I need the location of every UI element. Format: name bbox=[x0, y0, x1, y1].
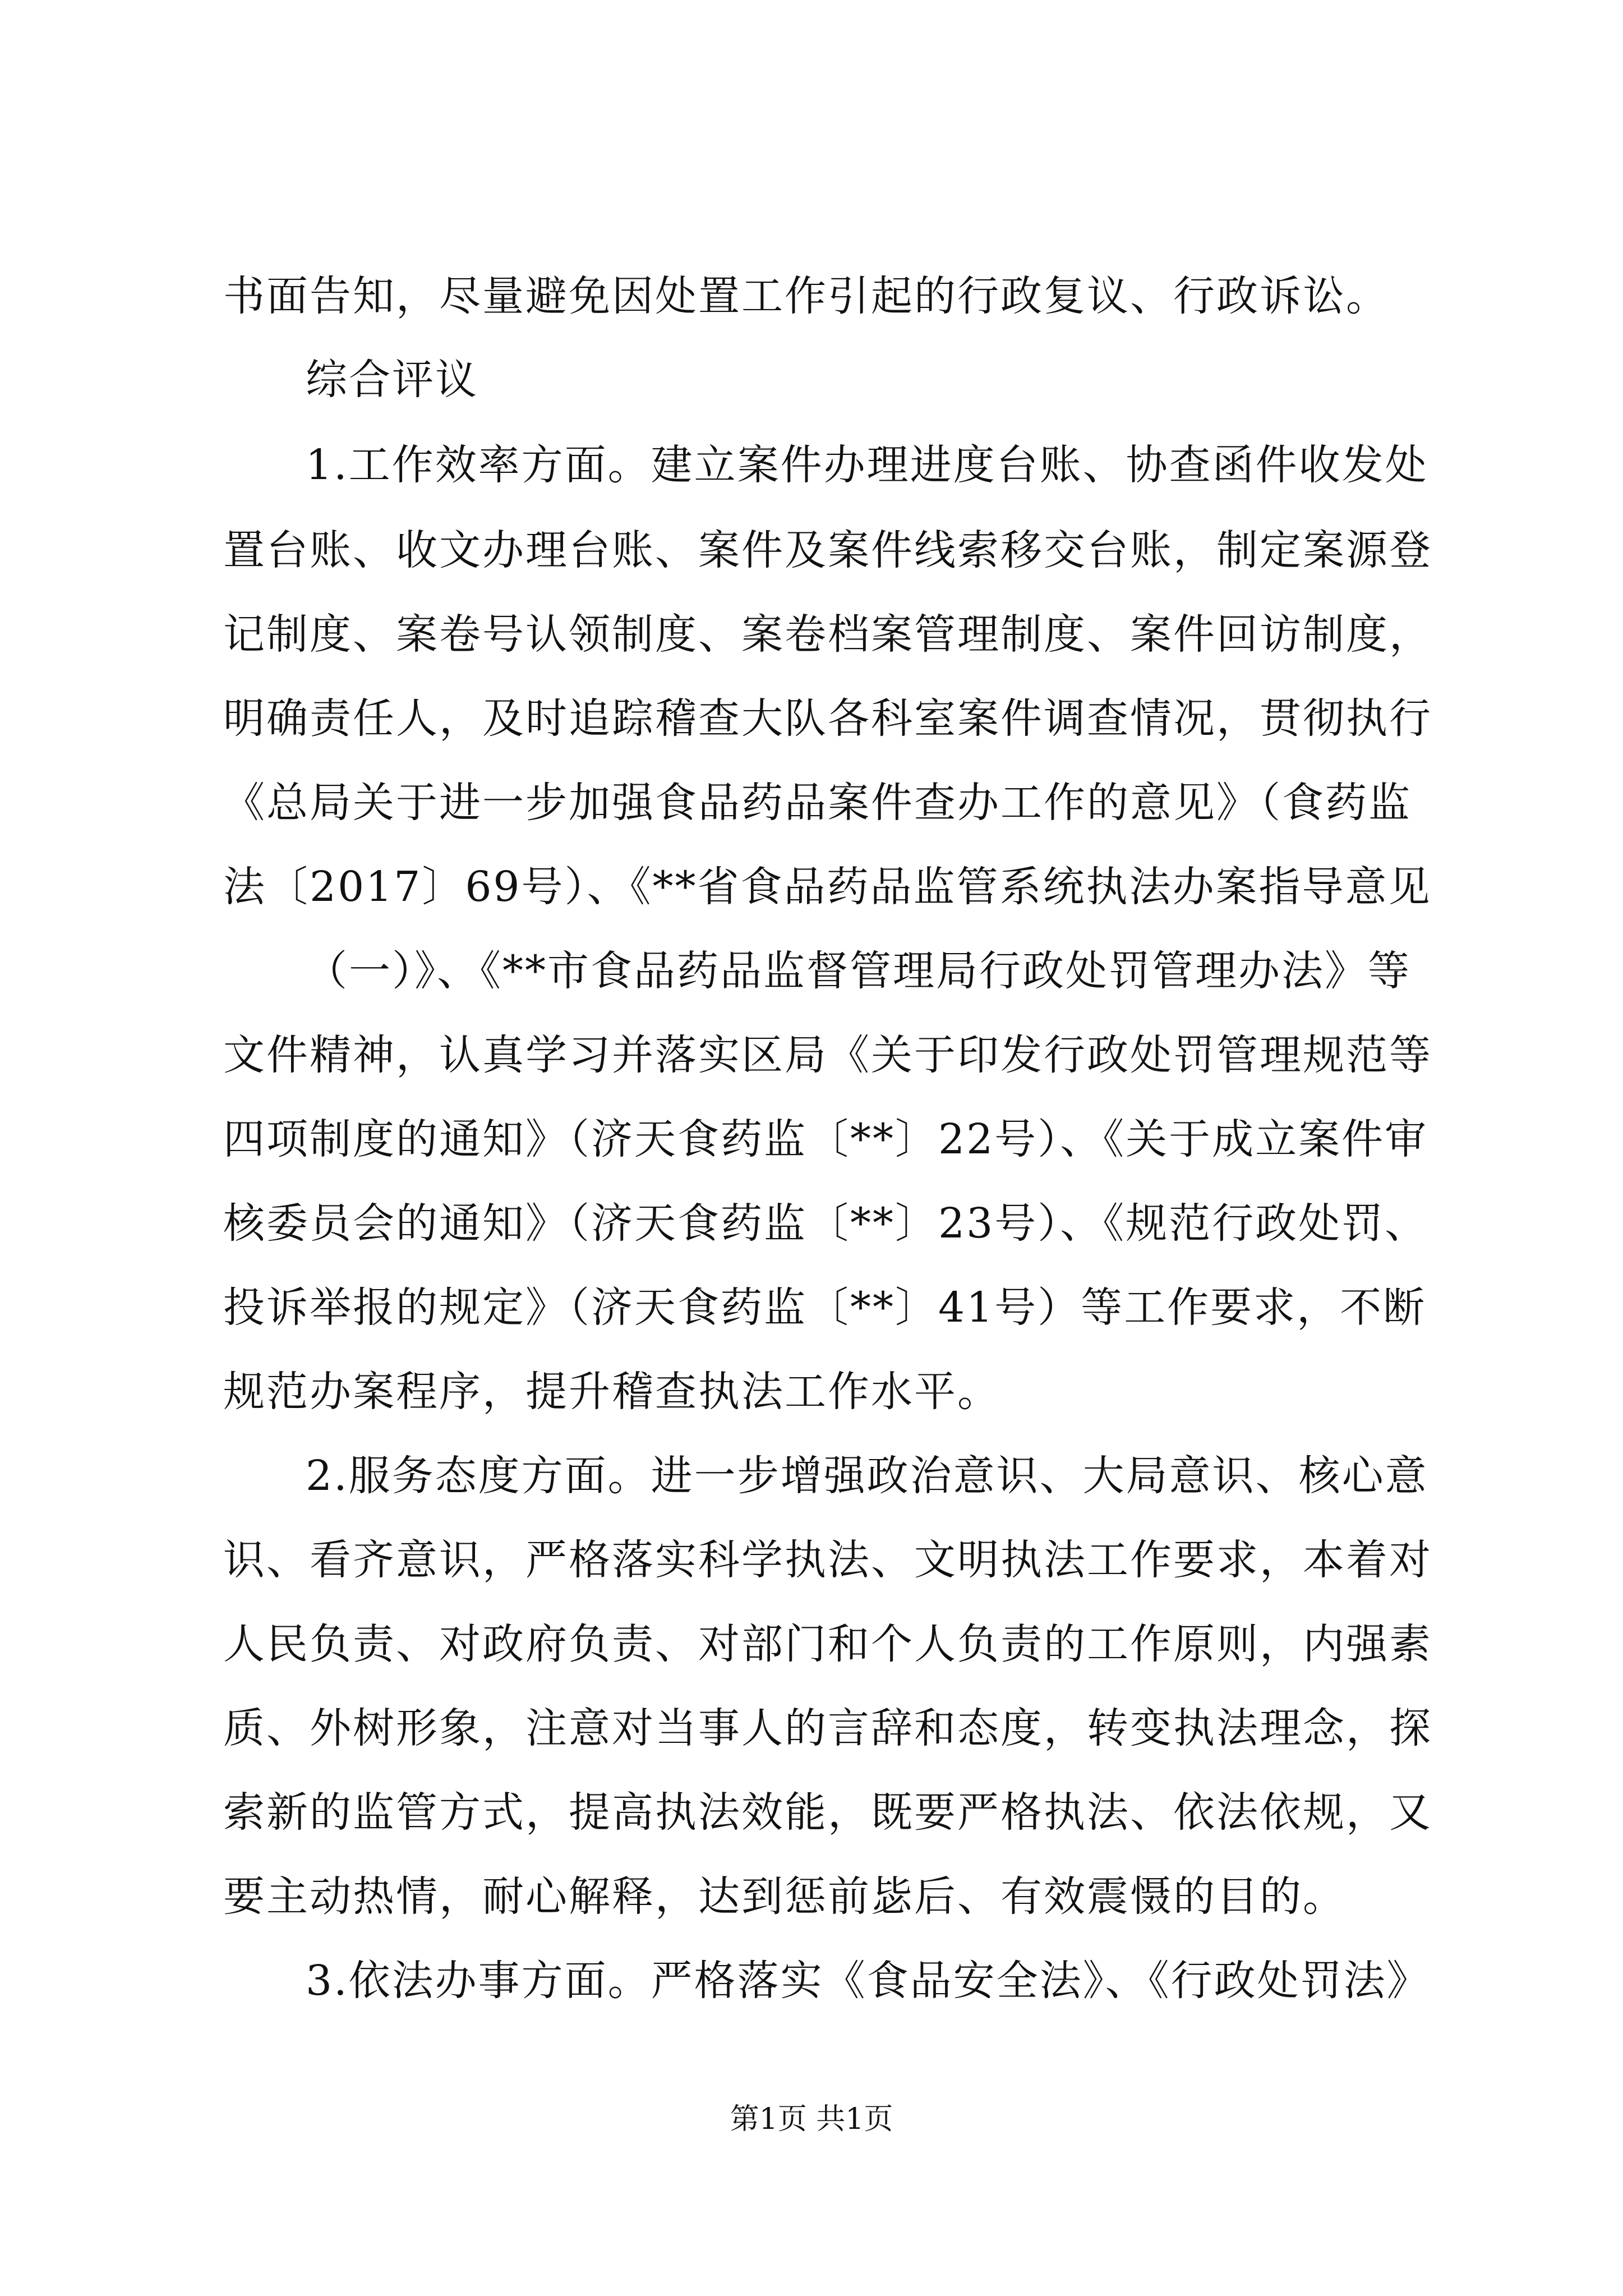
section-heading: 综合评议 bbox=[306, 356, 478, 404]
body-line: 2.服务态度方面。进一步增强政治意识、大局意识、核心意 bbox=[306, 1452, 1428, 1500]
body-line: 要主动热情，耐心解释，达到惩前毖后、有效震慑的目的。 bbox=[223, 1872, 1346, 1921]
page-footer: 第1页 共1页 bbox=[730, 2102, 893, 2136]
body-line: 法〔2017〕69号）、《**省食品药品监管系统执法办案指导意见 bbox=[223, 863, 1432, 911]
body-line: 1.工作效率方面。建立案件办理进度台账、协查函件收发处 bbox=[306, 441, 1428, 489]
body-line: 3.依法办事方面。严格落实《食品安全法》、《行政处罚法》 bbox=[306, 1957, 1430, 2005]
body-line: 四项制度的通知》（济天食药监〔**〕22号）、《关于成立案件审 bbox=[223, 1115, 1428, 1163]
body-line: 《总局关于进一步加强食品药品案件查办工作的意见》（食药监 bbox=[223, 779, 1412, 827]
body-line: 核委员会的通知》（济天食药监〔**〕23号）、《规范行政处罚、 bbox=[223, 1199, 1428, 1248]
body-line: 索新的监管方式，提高执法效能，既要严格执法、依法依规，又 bbox=[223, 1788, 1432, 1837]
body-line: 文件精神，认真学习并落实区局《关于印发行政处罚管理规范等 bbox=[223, 1031, 1432, 1079]
body-line: 置台账、收文办理台账、案件及案件线索移交台账，制定案源登 bbox=[223, 526, 1432, 574]
body-line: 投诉举报的规定》（济天食药监〔**〕41号）等工作要求，不断 bbox=[223, 1283, 1427, 1332]
body-line: 明确责任人，及时追踪稽查大队各科室案件调查情况，贯彻执行 bbox=[223, 694, 1432, 743]
body-line: 识、看齐意识，严格落实科学执法、文明执法工作要求，本着对 bbox=[223, 1536, 1432, 1584]
body-line: 规范办案程序，提升稽查执法工作水平。 bbox=[223, 1368, 1000, 1416]
body-line: 人民负责、对政府负责、对部门和个人负责的工作原则，内强素 bbox=[223, 1620, 1432, 1668]
body-line: 质、外树形象，注意对当事人的言辞和态度，转变执法理念，探 bbox=[223, 1704, 1432, 1752]
body-line: 记制度、案卷号认领制度、案卷档案管理制度、案件回访制度， bbox=[223, 610, 1432, 659]
body-line: 书面告知，尽量避免因处置工作引起的行政复议、行政诉讼。 bbox=[223, 272, 1389, 320]
body-line: （一）》、《**市食品药品监督管理局行政处罚管理办法》等 bbox=[306, 947, 1411, 995]
